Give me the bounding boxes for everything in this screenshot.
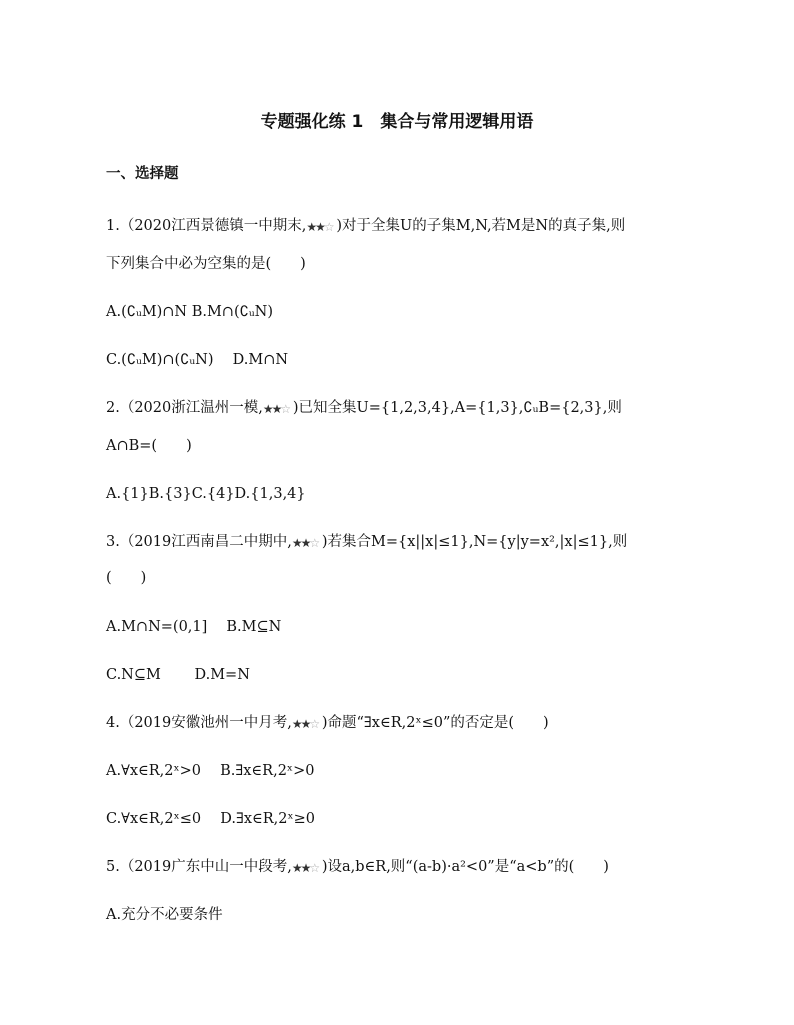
question-2-options-row1: A.{1}B.{3}C.{4}D.{1,3,4} bbox=[106, 486, 306, 502]
question-2-stem-line2: A∩B=( ) bbox=[106, 438, 192, 454]
question-1-stem-line2: 下列集合中必为空集的是( ) bbox=[106, 256, 306, 272]
question-1-options-row2: C.(∁ᵤM)∩(∁ᵤN) D.M∩N bbox=[106, 352, 289, 368]
question-3-options-row1: A.M∩N=(0,1] B.M⊆N bbox=[106, 619, 282, 635]
question-4-options-row1: A.∀x∈R,2ˣ>0 B.∃x∈R,2ˣ>0 bbox=[106, 763, 315, 779]
question-5-options-row1: A.充分不必要条件 bbox=[106, 907, 223, 923]
question-3-options-row2: C.N⊆M D.M=N bbox=[106, 667, 250, 683]
question-5-stem-line1: 5.（2019广东中山一中段考,★★☆ )设a,b∈R,则“(a-b)·a²<0”是“a<b”的( ) bbox=[106, 857, 609, 877]
question-1-options-row1: A.(∁ᵤM)∩N B.M∩(∁ᵤN) bbox=[106, 304, 273, 320]
page-title: 专题强化练 1 集合与常用逻辑用语 bbox=[260, 112, 534, 132]
question-4-stem-line1: 4.（2019安徽池州一中月考,★★☆ )命题“∃x∈R,2ˣ≤0”的否定是( ) bbox=[106, 713, 549, 733]
question-1-stem-line1: 1.（2020江西景德镇一中期末,★★☆ )对于全集U的子集M,N,若M是N的真子集,则 bbox=[106, 216, 625, 236]
difficulty-stars-icon: ★★☆ bbox=[262, 402, 290, 416]
section-heading: 一、选择题 bbox=[106, 166, 179, 182]
difficulty-stars-icon: ★★☆ bbox=[291, 717, 319, 731]
difficulty-stars-icon: ★★☆ bbox=[291, 536, 319, 550]
question-2-stem-line1: 2.（2020浙江温州一模,★★☆ )已知全集U={1,2,3,4},A={1,3},∁ᵤB={2,3},则 bbox=[106, 398, 622, 418]
question-4-options-row2: C.∀x∈R,2ˣ≤0 D.∃x∈R,2ˣ≥0 bbox=[106, 811, 315, 827]
question-3-stem-line2: ( ) bbox=[106, 570, 147, 586]
difficulty-stars-icon: ★★☆ bbox=[306, 220, 333, 234]
difficulty-stars-icon: ★★☆ bbox=[291, 861, 319, 875]
question-3-stem-line1: 3.（2019江西南昌二中期中,★★☆ )若集合M={x||x|≤1},N={y|y=x²,|x|≤1},则 bbox=[106, 532, 627, 552]
